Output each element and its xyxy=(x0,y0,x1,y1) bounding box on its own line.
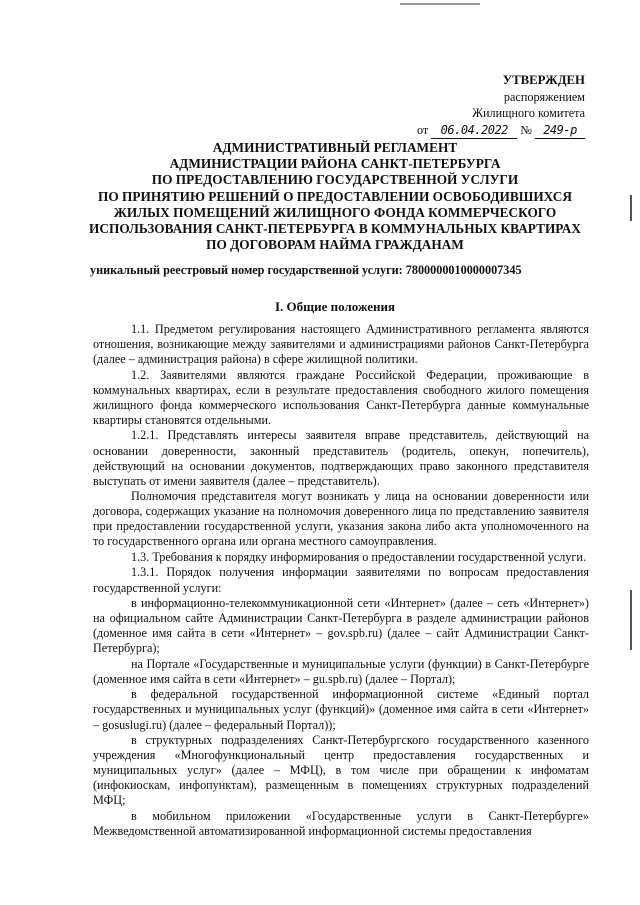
body-text xyxy=(93,322,589,839)
scan-artifact-top xyxy=(400,3,480,5)
number-label: № xyxy=(520,122,532,137)
title-line: ИСПОЛЬЗОВАНИЯ САНКТ-ПЕТЕРБУРГА В КОММУНАЛЬНЫХ КВАРТИРАХ xyxy=(89,221,581,237)
paragraph: 1.2. Заявителями являются граждане Российской Федерации, проживающие в коммунальных квартирах, если в результате предоставления свободного жилого помещения жилищного фонда коммерческого использования Санкт-Петербурга данные коммунальные квартиры становятся отдельными. xyxy=(93,367,589,427)
paragraph: в мобильном приложении «Государственные услуги в Санкт-Петербурге» Межведомственной автоматизированной информационной системы предоставления xyxy=(93,808,589,838)
document-title xyxy=(60,140,610,253)
handwritten-date: 06.04.2022 xyxy=(431,122,517,140)
scan-artifact-margin-1 xyxy=(630,195,632,221)
handwritten-number: 249-р xyxy=(535,122,585,140)
scan-artifact-margin-2 xyxy=(630,590,632,650)
from-label: от xyxy=(416,122,429,137)
paragraph: Полномочия представителя могут возникать у лица на основании доверенности или договора, содержащих указание на полномочия доверенного лица по представлению заявителя при предоставлении государственной услуги, указания закона либо акта уполномоченного на то государственного органа или органа местного самоуправления. xyxy=(93,489,589,549)
title-line: ПО ПРИНЯТИЮ РЕШЕНИЙ О ПРЕДОСТАВЛЕНИИ ОСВОБОДИВШИХСЯ xyxy=(98,188,572,204)
title-line: ПО ДОГОВОРАМ НАЙМА ГРАЖДАНАМ xyxy=(206,237,464,253)
approval-stamp xyxy=(385,72,585,139)
paragraph: 1.1. Предметом регулирования настоящего Административного регламента являются отношения, возникающие между заявителями и администрациями районов Санкт-Петербурга (далее – администрация района) в сфере жилищной политики. xyxy=(93,322,589,367)
paragraph: в структурных подразделениях Санкт-Петербургского государственного казенного учреждения «Многофункциональный центр предоставления государственных и муниципальных услуг» (далее – МФЦ), в том числе при обращении к инфоматам (инфокиоскам, инфопунктам), размещенным в помещениях структурных подразделений МФЦ; xyxy=(93,733,589,808)
registry-number-line: уникальный реестровый номер государственной услуги: 7800000010000007345 xyxy=(90,263,522,277)
paragraph: в федеральной государственной информационной системе «Единый портал государственных и муниципальных услуг (функций)» (доменное имя сайта в сети «Интернет» – gosuslugi.ru) (далее – федеральный Портал)); xyxy=(93,687,589,732)
paragraph: 1.3. Требования к порядку информирования о предоставлении государственной услуги. xyxy=(131,549,586,564)
title-line: АДМИНИСТРАТИВНЫЙ РЕГЛАМЕНТ xyxy=(212,140,458,155)
paragraph: на Портале «Государственные и муниципальные услуги (функции) в Санкт-Петербурге (доменное имя сайта в сети «Интернет» – gu.spb.ru) (далее – Портал); xyxy=(93,656,589,686)
approval-line-1: распоряжением xyxy=(503,89,585,104)
paragraph: в информационно-телекоммуникационной сети «Интернет» (далее – сеть «Интернет») на официальном сайте Администрации Санкт-Петербурга в разделе администрации районов (доменное имя сайта в сети «Интернет» – gov.spb.ru) (далее – сайт Администрации Санкт-Петербурга); xyxy=(93,596,589,656)
approval-title: УТВЕРЖДЕН xyxy=(502,73,585,87)
title-line: ПО ПРЕДОСТАВЛЕНИЮ ГОСУДАРСТВЕННОЙ УСЛУГИ xyxy=(151,172,519,188)
approval-date-number-line xyxy=(385,122,585,140)
approval-line-2: Жилищного комитета xyxy=(472,106,585,120)
title-line: ЖИЛЫХ ПОМЕЩЕНИЙ ЖИЛИЩНОГО ФОНДА КОММЕРЧЕСКОГО xyxy=(113,204,557,220)
paragraph: 1.2.1. Представлять интересы заявителя вправе представитель, действующий на основании доверенности, законный представитель (родитель, опекун, попечитель), действующий на основании документов, подтверждающих право законного представителя выступать от имени заявителя (далее – представитель). xyxy=(93,428,589,488)
title-line: АДМИНИСТРАЦИИ РАЙОНА САНКТ-ПЕТЕРБУРГА xyxy=(169,156,501,172)
paragraph: 1.3.1. Порядок получения информации заявителями по вопросам предоставления государственной услуги: xyxy=(93,565,589,595)
section-heading: I. Общие положения xyxy=(275,299,395,314)
